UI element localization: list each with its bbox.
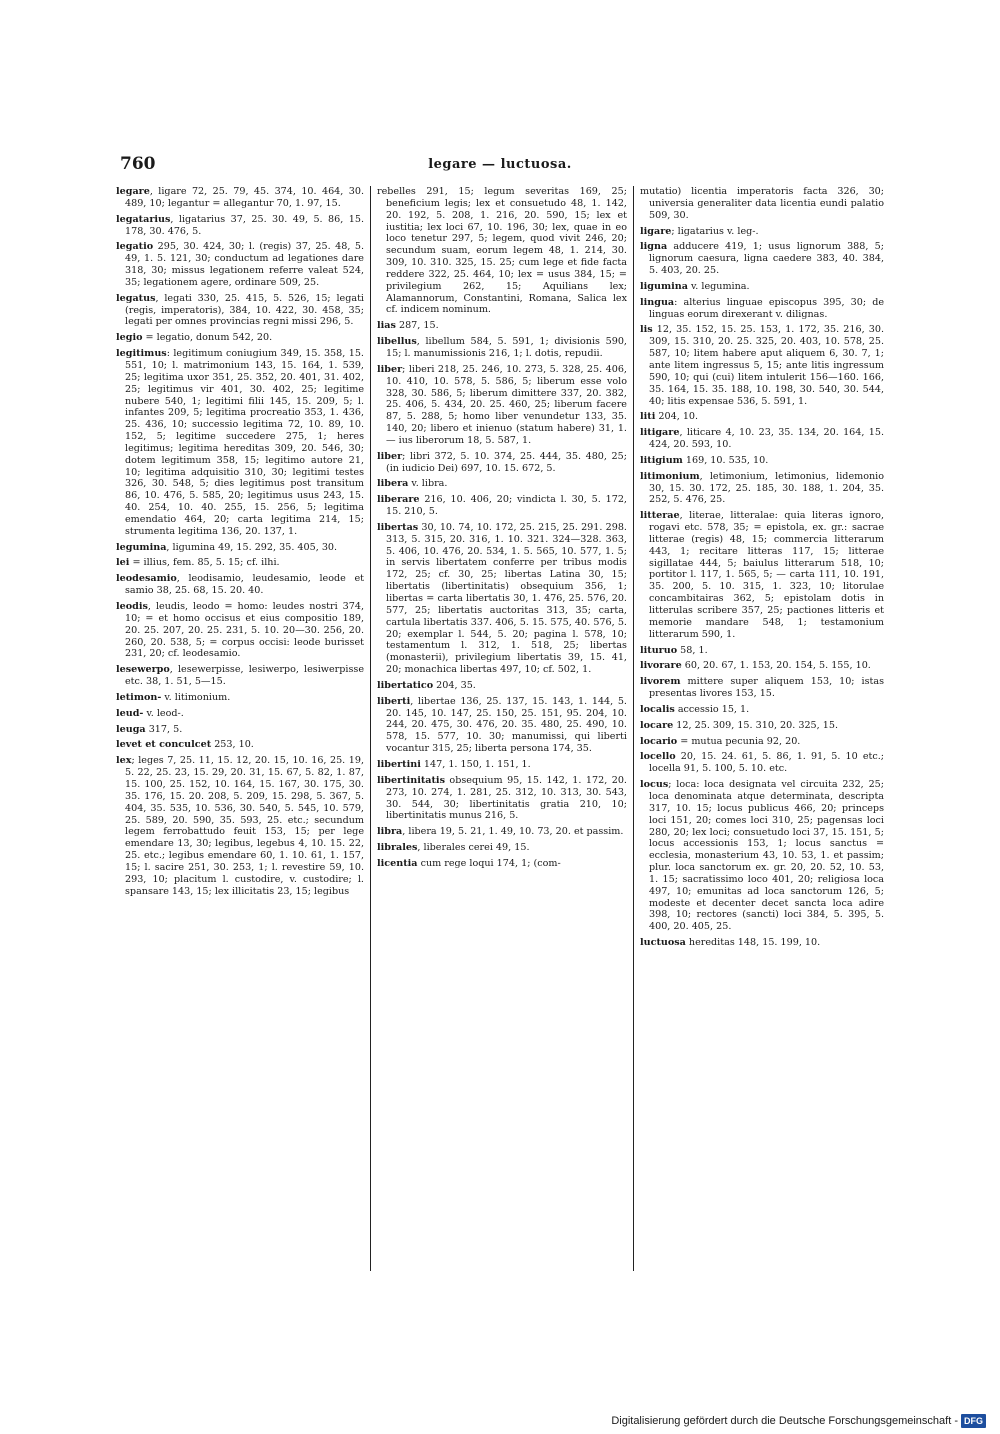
index-entry xyxy=(640,751,884,775)
entry-headword: ligumina xyxy=(639,280,688,292)
entry-text: = illius, fem. 85, 5. 15; cf. ilhi. xyxy=(129,557,280,569)
index-entry xyxy=(116,214,364,238)
entry-headword: leud- xyxy=(116,707,144,719)
entry-text: 287, 15. xyxy=(395,320,439,332)
index-entry xyxy=(640,455,884,467)
column-left xyxy=(116,186,370,1271)
entry-headword: locario xyxy=(639,735,678,747)
entry-headword: locare xyxy=(639,719,674,731)
entry-headword: legatus xyxy=(116,292,156,304)
entry-text: 60, 20. 67, 1. 153, 20. 154, 5. 155, 10. xyxy=(681,660,871,672)
entry-headword: leodis xyxy=(116,601,148,612)
index-entry xyxy=(377,451,627,475)
index-entry xyxy=(116,739,364,751)
index-entry xyxy=(640,676,884,700)
entry-headword: litimonium xyxy=(639,470,700,482)
index-entry xyxy=(640,720,884,732)
entry-text: = legatio, donum 542, 20. xyxy=(142,332,273,344)
entry-headword: lias xyxy=(377,320,396,332)
entry-headword: lex xyxy=(116,755,132,767)
entry-headword: liberare xyxy=(377,494,420,506)
entry-headword: levet et conculcet xyxy=(116,739,212,751)
index-entry xyxy=(116,293,364,329)
entry-text: adducere 419, 1; usus lignorum 388, 5; lignorum caesura, ligna caedere 383, 40. 384, 5. 403, 20. 25. xyxy=(648,241,885,277)
entry-headword: letimon- xyxy=(116,691,162,703)
index-entry xyxy=(377,320,627,332)
entry-headword: leuga xyxy=(116,723,146,735)
entry-text: , lesewerpisse, lesiwerpo, lesiwerpisse etc. 38, 1. 51, 5—15. xyxy=(125,664,364,688)
index-entry xyxy=(640,226,884,238)
index-entry xyxy=(377,336,627,360)
index-entry xyxy=(116,708,364,720)
index-entry xyxy=(640,186,884,222)
index-entry xyxy=(377,364,627,447)
entry-text: ; liberi 218, 25. 246, 10. 273, 5. 328, 25. 406, 10. 410, 10. 578, 5. 586, 5; liberum esse volo 328, 30. 586, 5; liberum dimittere 337, 20. 382, 25. 406, 5. 434, 20. 25. 460, 25; liberum facere 87, 5. 288, 5; homo liber venundetur 133, 35. 140, 20; libero et inienuo (statum habere) 31, 1. — ius liberorum 18, 5. 587, 1. xyxy=(386,363,627,446)
entry-text: , legati 330, 25. 415, 5. 526, 15; legati (regis, imperatoris), 384, 10. 422, 30. 458, 35; legati per omnes provincias regni missi 296, 5. xyxy=(125,292,364,328)
entry-text: cum rege loqui 174, 1; (com- xyxy=(417,857,561,869)
entry-text: : legitimum coniugium 349, 15. 358, 15. 551, 10; l. matrimonium 143, 15. 164, 1. 539, 25; legitima uxor 351, 25. 352, 20. 401, 31. 402, 25; legitimus vir 401, 30. 402, 25; legitime nubere 540, 1; legitimi filii 145, 15. 209, 5; l. infantes 209, 5; legitima procreatio 353, 1. 436, 25. 436, 10; successio legitima 72, 10. 89, 10. 152, 5; legitime succedere 275, 1; heres legitimus; legitima hereditas 309, 20. 546, 30; dotem legitimum 358, 15; legitimo autore 21, 10; legitima adquisitio 310, 30; legitimi testes 326, 30. 548, 5; dies legitimus post transitum 86, 10. 476, 5. 585, 20; legitimus usus 243, 15. 40. 254, 10. 40. 255, 15. 256, 5; legitima emendatio 464, 20; carta legitima 214, 15; strumenta legitima 136, 20. 137, 1. xyxy=(125,348,364,537)
index-columns xyxy=(116,186,884,1271)
entry-headword: libertas xyxy=(377,521,419,533)
entry-headword: livorare xyxy=(639,660,682,672)
entry-text: v. leod-. xyxy=(143,707,184,719)
index-entry xyxy=(640,510,884,640)
entry-text: obsequium 95, 15. 142, 1. 172, 20. 273, 10. 274, 1. 281, 25. 312, 10. 313, 30. 543, 30. 544, 30; libertinitatis gratia 210, 10; libertinitatis munus 216, 5. xyxy=(386,774,627,822)
entry-headword: leodesamio xyxy=(116,573,177,585)
entry-text: , liticare 4, 10. 23, 35. 134, 20. 164, 15. 424, 20. 593, 10. xyxy=(648,427,885,451)
index-entry xyxy=(116,557,364,569)
index-entry xyxy=(640,736,884,748)
index-entry xyxy=(116,692,364,704)
entry-text: : alterius linguae episcopus 395, 30; de linguas eorum direxerant v. dilignas. xyxy=(648,296,885,320)
entry-text: 204, 35. xyxy=(433,679,476,691)
index-entry xyxy=(640,297,884,321)
entry-headword: luctuosa xyxy=(639,937,686,949)
index-entry xyxy=(377,522,627,676)
index-entry xyxy=(377,775,627,822)
entry-text: , ligatarius 37, 25. 30. 49, 5. 86, 15. 178, 30. 476, 5. xyxy=(125,213,364,237)
entry-text: 20, 15. 24. 61, 5. 86, 1. 91, 5. 10 etc.; locella 91, 5. 100, 5. 10. etc. xyxy=(648,751,885,775)
entry-text: = mutua pecunia 92, 20. xyxy=(677,735,801,747)
entry-headword: librales xyxy=(377,842,418,854)
index-entry xyxy=(116,601,364,660)
index-entry xyxy=(116,332,364,344)
entry-text: 317, 5. xyxy=(145,723,183,735)
dfg-logo: DFG xyxy=(961,1414,986,1428)
index-entry xyxy=(640,937,884,949)
entry-headword: lituruo xyxy=(639,644,678,656)
entry-text: hereditas 148, 15. 199, 10. xyxy=(685,937,821,949)
index-entry xyxy=(377,826,627,838)
entry-headword: libra xyxy=(377,826,403,838)
index-entry xyxy=(116,241,364,288)
index-entry xyxy=(116,573,364,597)
entry-text: v. legumina. xyxy=(687,280,750,292)
index-entry xyxy=(377,494,627,518)
index-entry xyxy=(377,696,627,755)
entry-headword: ligna xyxy=(639,241,668,253)
entry-headword: legatio xyxy=(116,241,154,253)
entry-text: 30, 10. 74, 10. 172, 25. 215, 25. 291. 298. 313, 5. 315, 20. 316, 1. 10. 321. 324—328. 363, 5. 406, 10. 476, 20. 534, 1. 5. 565, 10. 577, 1. 5; in servis libertatem conferre per tribus modis 172, 25; cf. 30, 25; libertas Latina 30, 15; libertatis (libertinitatis) obsequium 356, 1; libertas = carta libertatis 30, 1. 476, 25. 576, 20. 577, 25; libertatis auctoritas 313, 35; carta, cartula libertatis 337. 406, 5. 15. 575, 40. 576, 5. 20; exemplar l. 544, 5. 20; pagina l. 578, 10; testamentum l. 312, 1. 518, 25; libertas (monasterii), privilegium libertatis 39, 15. 41, 20; monachica libertas 497, 10; cf. 502, 1. xyxy=(386,521,627,676)
running-head: legare — luctuosa. xyxy=(428,157,572,172)
entry-text: 204, 10. xyxy=(655,411,699,423)
index-entry xyxy=(377,186,627,316)
entry-headword: locus xyxy=(639,779,669,791)
entry-headword: litterae xyxy=(639,510,680,522)
entry-text: ; loca: loca designata vel circuita 232, 25; loca denominata atque determinata, descripta 317, 10. 15; locus publicus 466, 20; princeps loci 151, 20; comes loci 310, 25; pagensas loci 280, 20; lex loci; consuetudo loci 37, 15. 151, 5; locus accessionis 153, 1; locus sanctus = ecclesia, monasterium 43, 10. 53, 1. et passim; plur. loca sanctorum ex. gr. 20, 20. 52, 10. 53, 1. 15; sacratissimo loco 401, 20; religiosa loca 497, 10; emunitas ad loca sanctorum 126, 5; modeste et decenter decet sancta loca adire 398, 10; rectores (sancti) loci 384, 5. 395, 5. 400, 20. 405, 25. xyxy=(648,779,885,933)
column-middle xyxy=(370,186,633,1271)
index-entry xyxy=(640,660,884,672)
entry-text: accessio 15, 1. xyxy=(674,703,750,715)
entry-headword: litigare xyxy=(639,427,680,439)
entry-text: 216, 10. 406, 20; vindicta l. 30, 5. 172, 15. 210, 5. xyxy=(386,494,627,518)
entry-headword: legio xyxy=(116,332,143,344)
entry-text: 12, 25. 309, 15. 310, 20. 325, 15. xyxy=(673,719,839,731)
entry-text: , leodisamio, leudesamio, leode et samio 38, 25. 68, 15. 20. 40. xyxy=(125,573,364,597)
index-entry xyxy=(640,704,884,716)
index-entry xyxy=(640,281,884,293)
index-entry xyxy=(640,241,884,277)
entry-text: ; ligatarius v. leg-. xyxy=(671,225,759,237)
entry-text: , libertae 136, 25. 137, 15. 143, 1. 144, 5. 20. 145, 10. 147, 25. 150, 25. 151, 95. 204, 10. 244, 20. 475, 30. 476, 20. 35. 480, 25. 490, 10. 578, 15. 577, 10. 30; manumissi, qui liberti vocantur 315, 25; liberta persona 174, 35. xyxy=(386,695,627,755)
entry-text: mittere super aliquem 153, 10; istas presentas livores 153, 15. xyxy=(648,676,885,700)
entry-headword: libellus xyxy=(377,336,417,348)
page-number: 760 xyxy=(120,154,156,174)
entry-text: 295, 30. 424, 30; l. (regis) 37, 25. 48, 5. 49, 1. 5. 121, 30; conductum ad legationes dare 318, 30; missus legationem referre valeat 524, 35; legationem agere, ordinare 509, 25. xyxy=(125,241,364,288)
entry-text: , ligare 72, 25. 79, 45. 374, 10. 464, 30. 489, 10; legantur = allegantur 70, 1. 97, 15. xyxy=(125,186,364,209)
entry-headword: liti xyxy=(639,411,656,423)
index-entry xyxy=(640,324,884,407)
index-entry xyxy=(640,471,884,507)
index-entry xyxy=(377,858,627,870)
index-entry xyxy=(377,680,627,692)
entry-text: , libellum 584, 5. 591, 1; divisionis 590, 15; l. manumissionis 216, 1; l. dotis, repudii. xyxy=(386,336,627,359)
entry-text: ; libri 372, 5. 10. 374, 25. 444, 35. 480, 25; (in iudicio Dei) 697, 10. 15. 672, 5. xyxy=(386,450,627,474)
entry-headword: lei xyxy=(116,557,130,569)
column-right xyxy=(633,186,884,1271)
entry-headword: libertatico xyxy=(377,679,434,691)
index-entry xyxy=(116,186,364,210)
entry-headword: licentia xyxy=(377,857,418,869)
entry-headword: legatarius xyxy=(116,213,171,225)
entry-text: , leudis, leodo = homo: leudes nostri 374, 10; = et homo occisus et eius compositio 189, 20. 25. 207, 20. 25. 231, 5. 10. 20—30. 256, 20. 260, 20. 538, 5; = corpus occisi: leode burisset 231, 20; cf. leodesamio. xyxy=(125,601,364,660)
entry-headword: legitimus xyxy=(116,348,167,360)
entry-headword: lesewerpo xyxy=(116,664,170,676)
index-entry xyxy=(640,411,884,423)
entry-headword: ligare xyxy=(639,225,672,237)
entry-headword: libertini xyxy=(377,758,421,770)
entry-headword: lis xyxy=(639,324,653,336)
entry-text: ; leges 7, 25. 11, 15. 12, 20. 15, 10. 16, 25. 19, 5. 22, 25. 23, 15. 29, 20. 31, 15. 67, 5. 82, 1. 87, 15. 100, 25. 152, 10. 164, 15. 167, 30. 175, 30. 35. 176, 15. 20. 208, 5. 209, 15. 298, 5. 367, 5. 404, 35. 535, 10. 536, 30. 540, 5. 545, 10. 579, 25. 589, 20. 590, 35. 593, 25. etc.; secundum legem ferrobattudo feuit 153, 15; per lege emendare 13, 30; legibus, legebus 4, 10. 15. 22, 25. etc.; legibus emendare 60, 1. 10. 61, 1. 157, 15; l. sacire 251, 30. 253, 1; l. revestire 59, 10. 293, 10; placitum l. custodire, v. custodire; l. spansare 143, 15; lex illicitatis 23, 15; legibus xyxy=(125,755,364,897)
index-entry xyxy=(116,755,364,897)
entry-headword: locello xyxy=(639,751,676,763)
entry-headword: libertinitatis xyxy=(377,774,445,786)
entry-headword: litigium xyxy=(639,454,683,466)
index-entry xyxy=(640,779,884,933)
index-entry xyxy=(377,759,627,771)
index-entry xyxy=(116,348,364,538)
entry-text: 253, 10. xyxy=(211,739,254,751)
footer-text: Digitalisierung gefördert durch die Deutsche Forschungsgemeinschaft - xyxy=(611,1415,958,1427)
entry-headword: liber xyxy=(377,363,403,375)
index-entry xyxy=(116,664,364,688)
entry-text: v. libra. xyxy=(408,478,448,490)
entry-text: v. litimonium. xyxy=(161,691,231,703)
entry-headword: liber xyxy=(377,450,403,462)
entry-text: 58, 1. xyxy=(677,644,708,656)
entry-text: , letimonium, letimonius, lidemonio 30, 15. 30. 172, 25. 185, 30. 188, 1. 204, 35. 252, 5. 476, 25. xyxy=(648,470,885,506)
entry-headword: libera xyxy=(377,478,409,490)
entry-text: , literae, litteralae: quia literas ignoro, rogavi etc. 578, 35; = epistola, ex. gr.: sacrae litterae (regis) 48, 15; commercia litterarum 443, 1; recitare litteras 117, 15; litterae sigillatae 444, 5; baiulus litterarum 518, 10; portitor l. 117, 1. 565, 5; — carta 111, 10. 191, 35. 200, 5. 10. 315, 1. 323, 10; litorulae concambitairas 362, 5; epistolam dotis in litterulas scribere 357, 25; pactiones litteris et memorie mandare 548, 1; testamonium litterarum 590, 1. xyxy=(648,510,885,640)
index-entry xyxy=(116,542,364,554)
entry-headword: legare xyxy=(116,186,150,197)
index-entry xyxy=(640,645,884,657)
entry-headword: legumina xyxy=(116,541,167,553)
entry-text: , libera 19, 5. 21, 1. 49, 10. 73, 20. et passim. xyxy=(402,826,624,838)
entry-headword: liberti xyxy=(377,695,411,707)
entry-text: 12, 35. 152, 15. 25. 153, 1. 172, 35. 216, 30. 309, 15. 310, 20. 25. 325, 20. 403, 10. 578, 25. 587, 10; litem habere aput aliquem 6, 30. 7, 1; ante litem ingressus 5, 15; ante litis ingressum 590, 10; qui (cui) litem intulerit 156—160. 166, 35. 164, 15. 35. 188, 10. 198, 30. 540, 30. 544, 40; litis expensae 536, 5. 591, 1. xyxy=(648,324,885,407)
entry-text: 147, 1. 150, 1. 151, 1. xyxy=(420,758,531,770)
entry-text: , ligumina 49, 15. 292, 35. 405, 30. xyxy=(166,541,338,553)
index-entry xyxy=(640,427,884,451)
index-entry xyxy=(377,478,627,490)
entry-text: 169, 10. 535, 10. xyxy=(682,454,769,466)
entry-text: rebelles 291, 15; legum severitas 169, 25; beneficium legis; lex et consuetudo 48, 1. 142, 20. 192, 5. 208, 1. 216, 20. 590, 15; lex et iustitia; lex loci 67, 10. 196, 30; lex, quae in eo loco tenetur 297, 5; legem, quod vivit 246, 20; secundum suam, eorum legem 48, 1. 214, 30. 309, 10. 310. 325, 15. 25; cum lege et fide facta reddere 322, 25. 464, 10; lex = usus 384, 15; = privilegium 262, 15; Aquilians lex; Alamannorum, Constantini, Romana, Salica lex cf. indicem nominum. xyxy=(377,186,627,316)
entry-text: mutatio) licentia imperatoris facta 326, 30; universia generaliter data licentia eundi palatio 509, 30. xyxy=(639,186,885,221)
entry-headword: localis xyxy=(639,703,675,715)
index-entry xyxy=(116,724,364,736)
entry-headword: lingua xyxy=(639,296,675,308)
entry-headword: livorem xyxy=(639,676,681,688)
index-entry xyxy=(377,842,627,854)
footer xyxy=(611,1414,986,1428)
entry-text: , liberales cerei 49, 15. xyxy=(417,842,530,854)
